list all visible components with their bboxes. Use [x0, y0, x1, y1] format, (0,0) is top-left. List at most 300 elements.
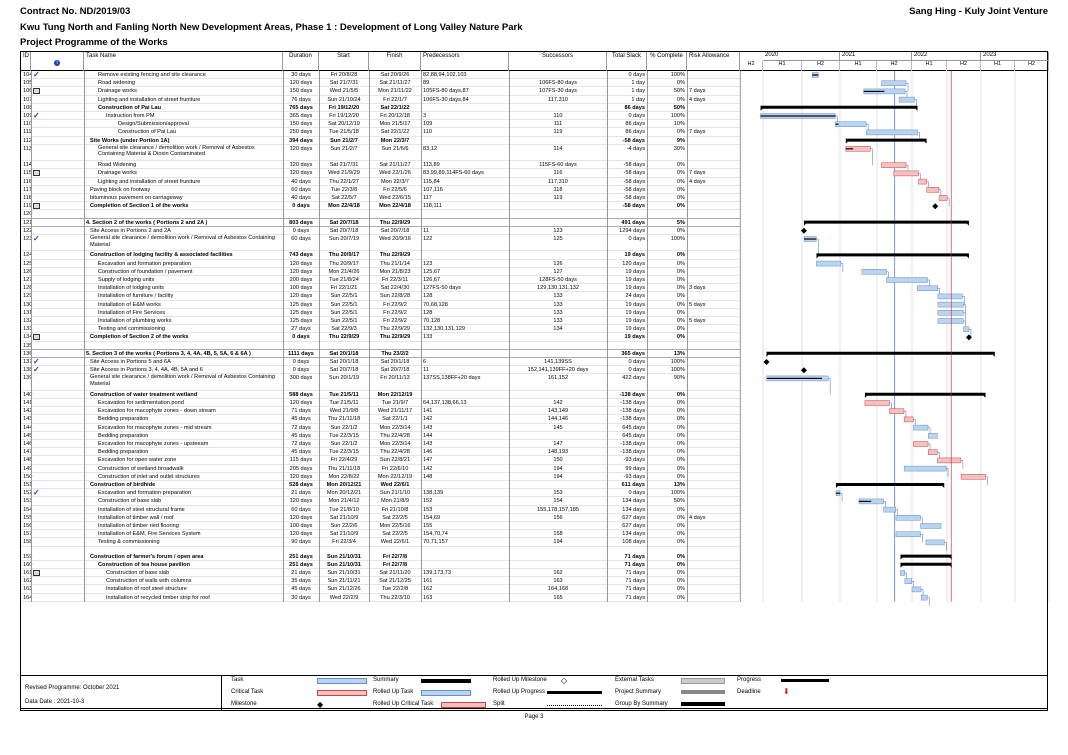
cell-name: Supply of lodging units [98, 277, 155, 283]
cell-pred: 107,116 [423, 186, 443, 193]
note-icon[interactable] [33, 88, 40, 94]
revised-programme: Revised Programme: October 2021 [25, 685, 120, 691]
cell-name: 5. Section 3 of the works ( Portions 3, 4, 4A, 4B, 5, 5A, 6 & 6A ) [86, 350, 251, 357]
task-bar[interactable] [938, 310, 963, 315]
cell-dur: 120 days [289, 514, 313, 521]
cell-finish: Sat 20/7/18 [380, 227, 410, 234]
cell-dur: 0 days [292, 203, 310, 210]
cell-slack: 19 days [624, 334, 645, 341]
cell-pred: 115,84 [423, 178, 440, 185]
summary-bar[interactable] [900, 555, 951, 560]
col-start[interactable]: Start [319, 52, 369, 71]
table-row[interactable] [21, 561, 740, 569]
summary-bar[interactable] [761, 106, 918, 111]
cell-finish: Sat 21/11/20 [379, 570, 411, 576]
cell-succ: 164,168 [547, 586, 569, 593]
cell-pct: 0% [676, 586, 685, 593]
legend-progress-swatch [781, 679, 829, 682]
cell-dur: 0 days [292, 367, 310, 374]
cell-succ: 152,141,139FF+20 days [527, 367, 589, 374]
table-row[interactable] [21, 473, 740, 481]
cell-id: 156 [23, 523, 33, 529]
cell-dur: 45 days [291, 416, 311, 423]
cell-name: Instruction from PM [106, 113, 155, 119]
col-risk-allowance[interactable]: Risk Allowance [687, 52, 740, 71]
table-row[interactable] [21, 120, 740, 128]
cell-slack: -4 days [626, 145, 645, 152]
timeline-year: 2023 [981, 52, 1049, 61]
cell-id: 141 [23, 400, 33, 406]
timeline-year: 2022 [912, 52, 981, 61]
cell-id: 130 [23, 301, 33, 308]
col-predecessors[interactable]: Predecessors [421, 52, 509, 71]
cell-start: Tue 21/5/11 [329, 400, 359, 406]
cell-slack: -138 days [620, 449, 645, 456]
summary-bar[interactable] [804, 221, 969, 226]
critical-task-bar[interactable] [913, 442, 928, 447]
cell-succ: 110 [553, 113, 563, 119]
cell-finish: Sat 22/4/30 [380, 285, 410, 292]
cell-dur: 0 days [292, 334, 310, 341]
table-row[interactable] [21, 514, 740, 522]
cell-slack: 0 days [628, 236, 645, 242]
table-row[interactable] [21, 169, 740, 177]
cell-pct: 0% [676, 514, 685, 521]
table-row[interactable] [21, 424, 740, 432]
cell-id: 123 [23, 236, 33, 242]
table-row[interactable] [21, 342, 740, 350]
table-row[interactable] [21, 456, 740, 464]
cell-finish: Mon 21/5/17 [379, 121, 411, 128]
table-row[interactable] [21, 506, 740, 514]
table-row[interactable] [21, 530, 740, 538]
programme-title: Project Programme of the Works [20, 37, 168, 48]
table-row[interactable] [21, 577, 740, 585]
cell-id: 148 [23, 457, 33, 464]
task-bar[interactable] [913, 425, 928, 430]
cell-dur: 120 days [289, 260, 313, 267]
cell-dur: 765 days [289, 104, 313, 111]
timeline-half: H1 [981, 61, 1015, 71]
table-row[interactable] [21, 497, 740, 505]
table-row[interactable] [21, 260, 740, 268]
cell-id: 152 [23, 490, 33, 497]
cell-finish: Mon 22/3/14 [379, 424, 411, 431]
task-bar[interactable] [928, 433, 937, 438]
cell-slack: 86 days [625, 129, 645, 136]
task-bar[interactable] [938, 319, 963, 324]
cell-dur: 21 days [291, 490, 311, 497]
cell-finish: Thu 22/4/28 [380, 432, 410, 439]
cell-id: 138 [23, 367, 33, 374]
cell-pct: 0% [676, 326, 685, 333]
cell-finish: Fri 22/6/10 [381, 465, 409, 472]
cell-succ: 165 [553, 594, 563, 601]
summary-bar[interactable] [900, 563, 951, 568]
cell-slack: 0 days [628, 359, 645, 365]
task-bar[interactable] [921, 524, 941, 529]
table-row[interactable] [21, 448, 740, 456]
column-header [21, 52, 1047, 71]
cell-pred: 125,67 [423, 268, 441, 275]
progress-bar [812, 74, 818, 75]
cell-succ: 126 [553, 260, 563, 267]
table-row[interactable] [21, 202, 740, 210]
cell-slack: 86 days [624, 104, 645, 111]
legend-external-label: External Tasks [615, 677, 654, 683]
table-row[interactable] [21, 227, 740, 235]
table-row[interactable] [21, 178, 740, 186]
table-row[interactable] [21, 219, 740, 227]
col-indicator [31, 52, 84, 71]
cell-dur: 100 days [289, 285, 313, 292]
cell-succ: 129,130,131,132 [537, 285, 579, 292]
timeline-half: H2 [947, 61, 981, 71]
task-bar[interactable] [964, 327, 969, 332]
cell-finish: Mon 21/8/23 [379, 268, 411, 275]
table-row[interactable] [21, 186, 740, 194]
summary-bar[interactable] [865, 393, 986, 398]
cell-start: Sat 20/7/18 [329, 227, 359, 234]
task-bar[interactable] [884, 507, 896, 512]
cell-finish: Mon 21/11/22 [378, 88, 412, 95]
table-row[interactable] [21, 585, 740, 593]
col-successors[interactable]: Successors [509, 52, 607, 71]
cell-slack: 491 days [621, 219, 645, 226]
legend-group-summary-label: Group By Summary [615, 701, 668, 707]
cell-id: 124 [23, 252, 33, 259]
cell-finish: Sat 20/7/18 [380, 367, 410, 374]
table-row[interactable] [21, 268, 740, 276]
cell-succ: 117,310 [548, 96, 568, 103]
table-row[interactable] [21, 210, 740, 218]
cell-pred: 11 [423, 227, 429, 234]
cell-slack: 71 days [625, 586, 645, 593]
cell-pred: 70,128 [423, 318, 441, 324]
table-row[interactable] [21, 112, 740, 120]
cell-finish: Sun 22/8/28 [379, 293, 411, 300]
task-bar[interactable] [917, 286, 937, 291]
cell-pct: 90% [673, 375, 685, 382]
table-row[interactable] [21, 374, 740, 390]
note-icon[interactable] [33, 203, 40, 209]
legend-rolled-critical-label: Rolled Up Critical Task [373, 701, 434, 707]
cell-pct: 0% [676, 441, 685, 447]
cell-slack: 1294 days [619, 227, 645, 234]
task-bar[interactable] [905, 579, 912, 584]
task-bar[interactable] [836, 122, 867, 127]
cell-slack: 365 days [621, 350, 645, 357]
contractor-name: Sang Hing - Kuly Joint Venture [909, 6, 1048, 17]
complete-check-icon: ✓ [33, 488, 40, 498]
cell-succ: 162 [553, 570, 563, 576]
cell-succ: 154 [553, 498, 563, 505]
table-row[interactable] [21, 594, 740, 602]
cell-slack: 19 days [625, 318, 645, 324]
cell-dur: 120 days [289, 293, 313, 300]
cell-start: Mon 21/4/12 [328, 498, 360, 505]
task-bar[interactable] [921, 595, 927, 600]
col-finish[interactable]: Finish [369, 52, 421, 71]
table-row[interactable] [21, 284, 740, 292]
cell-pred: 148 [423, 473, 433, 480]
cell-start: Sun 22/5/1 [330, 309, 358, 316]
cell-dur: 45 days [291, 586, 311, 593]
table-row[interactable] [21, 440, 740, 448]
milestone-marker[interactable] [932, 203, 938, 209]
table-row[interactable] [21, 391, 740, 399]
cell-risk: 4 days [689, 178, 706, 185]
table-row[interactable] [21, 538, 740, 546]
cell-start: Sat 20/7/18 [329, 367, 359, 374]
table-row[interactable] [21, 161, 740, 169]
legend-split-label: Split [493, 701, 505, 707]
cell-finish: Thu 22/9/29 [379, 219, 411, 226]
table-row[interactable] [21, 333, 740, 341]
col-id[interactable]: ID [21, 52, 31, 71]
table-row[interactable] [21, 407, 740, 415]
table-row[interactable] [21, 481, 740, 489]
col-duration[interactable]: Duration [283, 52, 319, 71]
cell-dur: 251 days [289, 553, 313, 560]
critical-task-bar[interactable] [904, 417, 913, 422]
cell-finish: Sun 21/1/10 [379, 490, 411, 497]
cell-name: Lighting and installation of street fruniture [98, 96, 201, 103]
task-bar[interactable] [912, 587, 921, 592]
table-row[interactable] [21, 301, 740, 309]
col-total-slack[interactable]: Total Slack [607, 52, 647, 71]
cell-pct: 0% [676, 408, 685, 415]
critical-task-bar[interactable] [894, 171, 918, 176]
table-row[interactable] [21, 137, 740, 145]
cell-dur: 40 days [291, 195, 311, 201]
cell-slack: 422 days [622, 375, 645, 382]
cell-start: Sun 21/2/7 [330, 137, 358, 144]
cell-pct: 0% [676, 424, 685, 431]
cell-risk: 7 days [689, 170, 706, 177]
note-icon[interactable] [33, 170, 40, 176]
cell-slack: 108 days [622, 539, 645, 546]
milestone-marker[interactable] [763, 359, 769, 365]
cell-pred: 109 [423, 121, 433, 128]
cell-slack: 19 days [625, 301, 645, 308]
cell-name: Installation of Fire Services [98, 309, 166, 316]
task-bar[interactable] [866, 130, 917, 135]
table-row[interactable] [21, 465, 740, 473]
cell-id: 154 [23, 506, 33, 513]
table-row[interactable] [21, 79, 740, 87]
task-bar[interactable] [900, 571, 904, 576]
cell-dur: 251 days [289, 561, 313, 568]
cell-pct: 0% [676, 400, 685, 406]
task-bar[interactable] [926, 540, 944, 545]
progress-bar [804, 238, 816, 239]
table-row[interactable] [21, 194, 740, 202]
cell-name: Remove existing fencing and site clearance [98, 72, 206, 78]
task-bar[interactable] [896, 532, 920, 537]
cell-dur: 40 days [291, 178, 311, 185]
task-bar[interactable] [816, 261, 840, 266]
task-bar[interactable] [899, 97, 914, 102]
cell-name: Site Access in Portions 2 and 2A [90, 227, 171, 234]
cell-succ: 194 [553, 465, 563, 472]
cell-name: General site clearance / demolition work / Removal of Asbestos Containing Material & Dioxin Contaminated [98, 144, 255, 158]
progress-bar [836, 493, 840, 494]
cell-name: Construction of birdhide [90, 482, 156, 488]
cell-finish: Thu 22/3/10 [380, 594, 410, 601]
cell-finish: Mon 21/8/9 [381, 498, 409, 505]
cell-succ: 142 [553, 400, 563, 406]
critical-task-bar[interactable] [961, 474, 985, 479]
gantt-chart [740, 71, 1049, 709]
table-row[interactable] [21, 399, 740, 407]
contract-number: Contract No. ND/2019/03 [20, 6, 131, 17]
critical-task-bar[interactable] [937, 458, 960, 463]
cell-name: Construction of farmer's forum / open area [90, 553, 204, 560]
table-row[interactable] [21, 87, 740, 95]
cell-pct: 0% [676, 195, 685, 201]
cell-finish: Fri 22/1/7 [383, 96, 407, 103]
cell-id: 107 [23, 96, 33, 103]
summary-bar[interactable] [816, 253, 968, 258]
cell-id: 104 [23, 72, 33, 78]
cell-pct: 0% [676, 465, 685, 472]
critical-task-bar[interactable] [928, 450, 937, 455]
cell-pred: 146 [423, 449, 433, 456]
legend-progress-label: Progress [737, 677, 762, 683]
cell-pred: 83,12 [423, 145, 437, 152]
task-bar[interactable] [938, 302, 963, 307]
cell-id: 162 [23, 578, 33, 585]
cell-pct: 0% [676, 473, 685, 480]
cell-finish: Mon 22/3/7 [381, 178, 409, 185]
cell-slack: -138 days [619, 391, 645, 398]
cell-dur: 588 days [289, 391, 313, 398]
table-row[interactable] [21, 104, 740, 112]
task-bar[interactable] [887, 278, 928, 283]
table-row[interactable] [21, 522, 740, 530]
task-bar[interactable] [882, 81, 906, 86]
legend-critical-swatch [317, 690, 367, 696]
note-icon[interactable] [33, 570, 40, 576]
critical-task-bar[interactable] [882, 163, 906, 168]
cell-slack: 1 day [631, 88, 645, 95]
critical-task-bar[interactable] [939, 196, 947, 201]
timeline-half: H2 [802, 61, 840, 71]
progress-bar [864, 91, 885, 92]
cell-succ: 123 [553, 227, 563, 234]
critical-task-bar[interactable] [927, 187, 939, 192]
legend-critical-label: Critical Task [231, 689, 264, 695]
summary-bar[interactable] [836, 483, 944, 488]
table-row[interactable] [21, 128, 740, 136]
cell-start: Mon 22/8/22 [328, 473, 360, 480]
table-row[interactable] [21, 96, 740, 104]
cell-name: Site Access in Portions 3, 4, 4A, 4B, 5A and 6 [90, 367, 203, 374]
critical-task-bar[interactable] [890, 409, 904, 414]
cell-dur: 21 days [291, 570, 311, 576]
cell-pred: 138,139 [423, 490, 444, 497]
cell-dur: 120 days [289, 473, 313, 480]
cell-start: Fri 19/12/20 [329, 113, 359, 119]
legend-group-summary-swatch [681, 702, 725, 706]
cell-name: Construction of foundation / pavement [98, 268, 193, 275]
cell-succ: 119 [553, 195, 563, 201]
table-row[interactable] [21, 276, 740, 284]
progress-bar [859, 501, 871, 502]
task-bar[interactable] [938, 294, 962, 299]
cell-pred: 128 [423, 309, 433, 316]
rolled-milestone-icon: ◇ [561, 676, 568, 685]
table-row[interactable] [21, 235, 740, 251]
table-row[interactable] [21, 292, 740, 300]
table-row[interactable] [21, 251, 740, 259]
summary-bar[interactable] [766, 352, 994, 357]
note-icon[interactable] [33, 334, 40, 340]
table-row[interactable] [21, 71, 740, 79]
cell-dur: 0 days [292, 227, 310, 234]
schedule-sheet [20, 51, 1048, 709]
cell-pred: 142 [423, 465, 433, 472]
table-row[interactable] [21, 569, 740, 577]
task-bar[interactable] [862, 269, 886, 274]
table-row[interactable] [21, 553, 740, 561]
cell-slack: -58 days [623, 186, 645, 193]
table-row[interactable] [21, 366, 740, 374]
cell-pct: 13% [673, 482, 685, 488]
table-row[interactable] [21, 350, 740, 358]
cell-pred: 106FS-30 days,84 [423, 96, 469, 103]
table-row[interactable] [21, 489, 740, 497]
critical-task-bar[interactable] [919, 179, 927, 184]
table-row[interactable] [21, 317, 740, 325]
cell-pct: 0% [676, 293, 685, 300]
cell-dur: 528 days [289, 482, 313, 488]
summary-bar[interactable] [846, 139, 927, 144]
col-task[interactable]: Task Name [84, 52, 283, 71]
legend-rolled-progress-swatch [547, 691, 602, 694]
cell-pred: 152 [423, 498, 433, 505]
cell-dur: 200 days [289, 277, 313, 283]
cell-dur: 35 days [291, 578, 311, 585]
timeline-half: H2 [740, 61, 763, 71]
cell-slack: 19 days [625, 285, 645, 292]
cell-finish: Fri 22/9/2 [383, 309, 407, 316]
task-bar[interactable] [904, 466, 946, 471]
critical-task-bar[interactable] [865, 401, 889, 406]
table-row[interactable] [21, 415, 740, 423]
table-row[interactable] [21, 358, 740, 366]
cell-start: Mon 22/4/18 [328, 203, 360, 210]
cell-dur: 60 days [291, 506, 311, 513]
cell-succ: 115FS-60 days [539, 162, 577, 169]
cell-succ: 134 [553, 326, 563, 333]
cell-pct: 0% [676, 416, 685, 423]
cell-dur: 0 days [292, 359, 310, 365]
cell-id: 153 [23, 498, 33, 505]
task-bar[interactable] [896, 515, 920, 520]
col-percent-complete[interactable]: % Complete [647, 52, 687, 71]
table-row[interactable] [21, 432, 740, 440]
table-row[interactable] [21, 309, 740, 317]
complete-check-icon: ✓ [33, 357, 40, 366]
cell-pct: 0% [676, 80, 685, 87]
cell-pct: 100% [670, 367, 685, 374]
cell-dur: 300 days [289, 375, 313, 382]
table-row[interactable] [21, 325, 740, 333]
table-row[interactable] [21, 145, 740, 161]
legend-task-swatch [317, 678, 367, 684]
